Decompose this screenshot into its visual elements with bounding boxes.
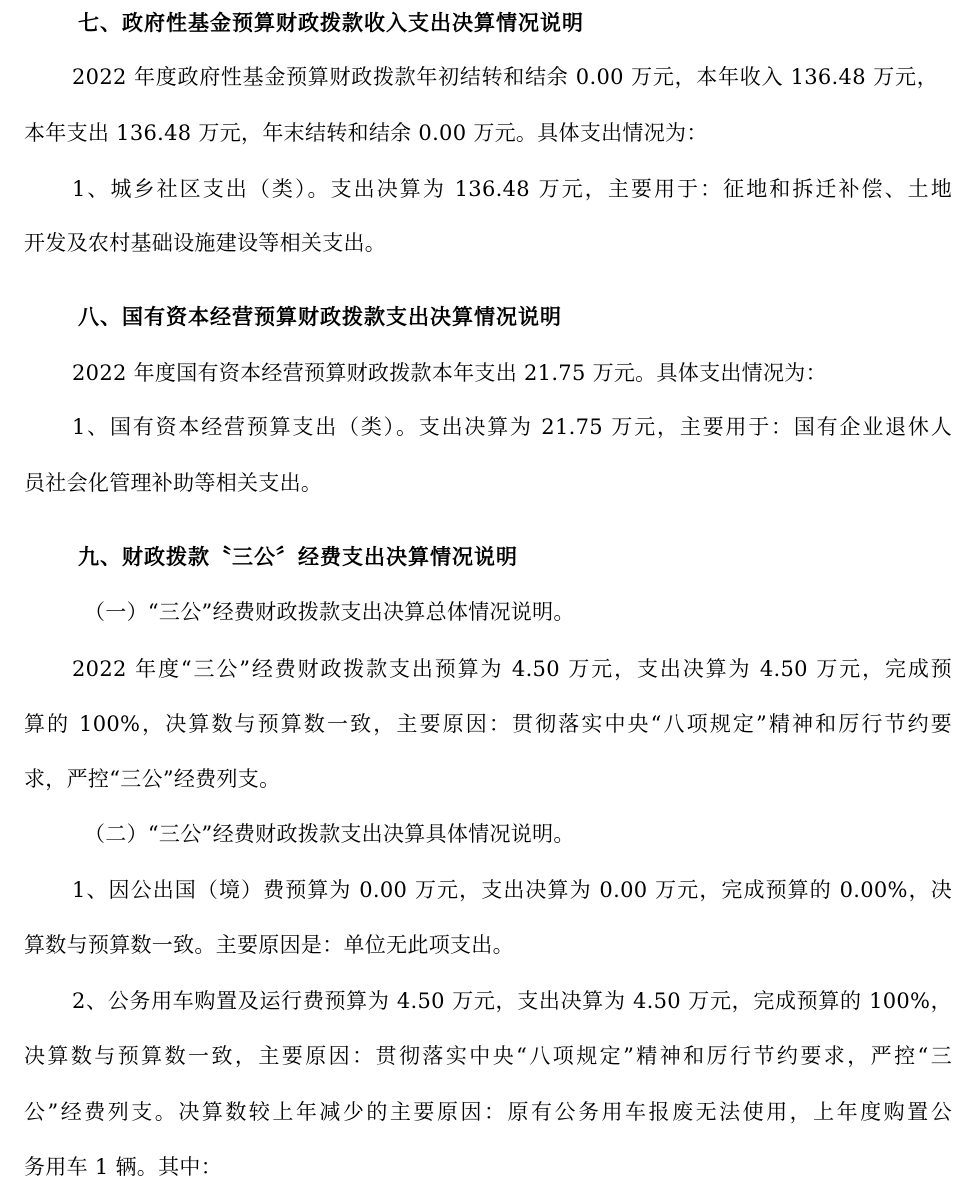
section-7-heading: 七、政府性基金预算财政拨款收入支出决算情况说明 [78,11,584,35]
section-9-item-1-line-2: 算数与预算数一致。主要原因是：单位无此项支出。 [24,933,514,957]
section-8-item-1-line-1: 1、国有资本经营预算支出（类）。支出决算为 21.75 万元，主要用于：国有企业退休人 [72,415,952,439]
section-9-item-2-line-2: 决算数与预算数一致，主要原因：贯彻落实中央“八项规定”精神和厉行节约要求，严控“三 [24,1044,952,1068]
section-9-item-1-line-1: 1、因公出国（境）费预算为 0.00 万元，支出决算为 0.00 万元，完成预算的 0.00%，决 [72,878,952,902]
section-7-item-1-line-2: 开发及农村基础设施建设等相关支出。 [24,231,387,255]
section-9-sub-1-title: （一）“三公”经费财政拨款支出决算总体情况说明。 [84,600,575,624]
section-8-paragraph: 2022 年度国有资本经营预算财政拨款本年支出 21.75 万元。具体支出情况为： [72,361,827,385]
section-9-heading: 九、财政拨款〝三公〞经费支出决算情况说明 [78,545,518,569]
section-9-item-2-line-1: 2、公务用车购置及运行费预算为 4.50 万元，支出决算为 4.50 万元，完成预算的 100%， [72,989,952,1013]
section-8-heading: 八、国有资本经营预算财政拨款支出决算情况说明 [78,305,562,329]
section-9-sub-1-line-2: 算的 100%，决算数与预算数一致，主要原因：贯彻落实中央“八项规定”精神和厉行节约要 [24,712,952,736]
section-7-item-1-line-1: 1、城乡社区支出（类）。支出决算为 136.48 万元，主要用于：征地和拆迁补偿、土地 [72,177,952,201]
section-9-sub-2-title: （二）“三公”经费财政拨款支出决算具体情况说明。 [84,822,575,846]
section-9-sub-1-line-1: 2022 年度“三公”经费财政拨款支出预算为 4.50 万元，支出决算为 4.50 万元，完成预 [72,657,952,681]
section-9-item-2-line-4: 务用车 1 辆。其中： [24,1155,223,1179]
section-9-item-2-line-3: 公”经费列支。决算数较上年减少的主要原因：原有公务用车报废无法使用，上年度购置公 [24,1100,952,1124]
section-7-paragraph-line-2: 本年支出 136.48 万元，年末结转和结余 0.00 万元。具体支出情况为： [24,121,708,145]
section-8-item-1-line-2: 员社会化管理补助等相关支出。 [24,471,323,495]
section-7-paragraph-line-1: 2022 年度政府性基金预算财政拨款年初结转和结余 0.00 万元，本年收入 136.48 万元， [72,65,938,89]
section-9-sub-1-line-3: 求，严控“三公”经费列支。 [24,767,281,791]
